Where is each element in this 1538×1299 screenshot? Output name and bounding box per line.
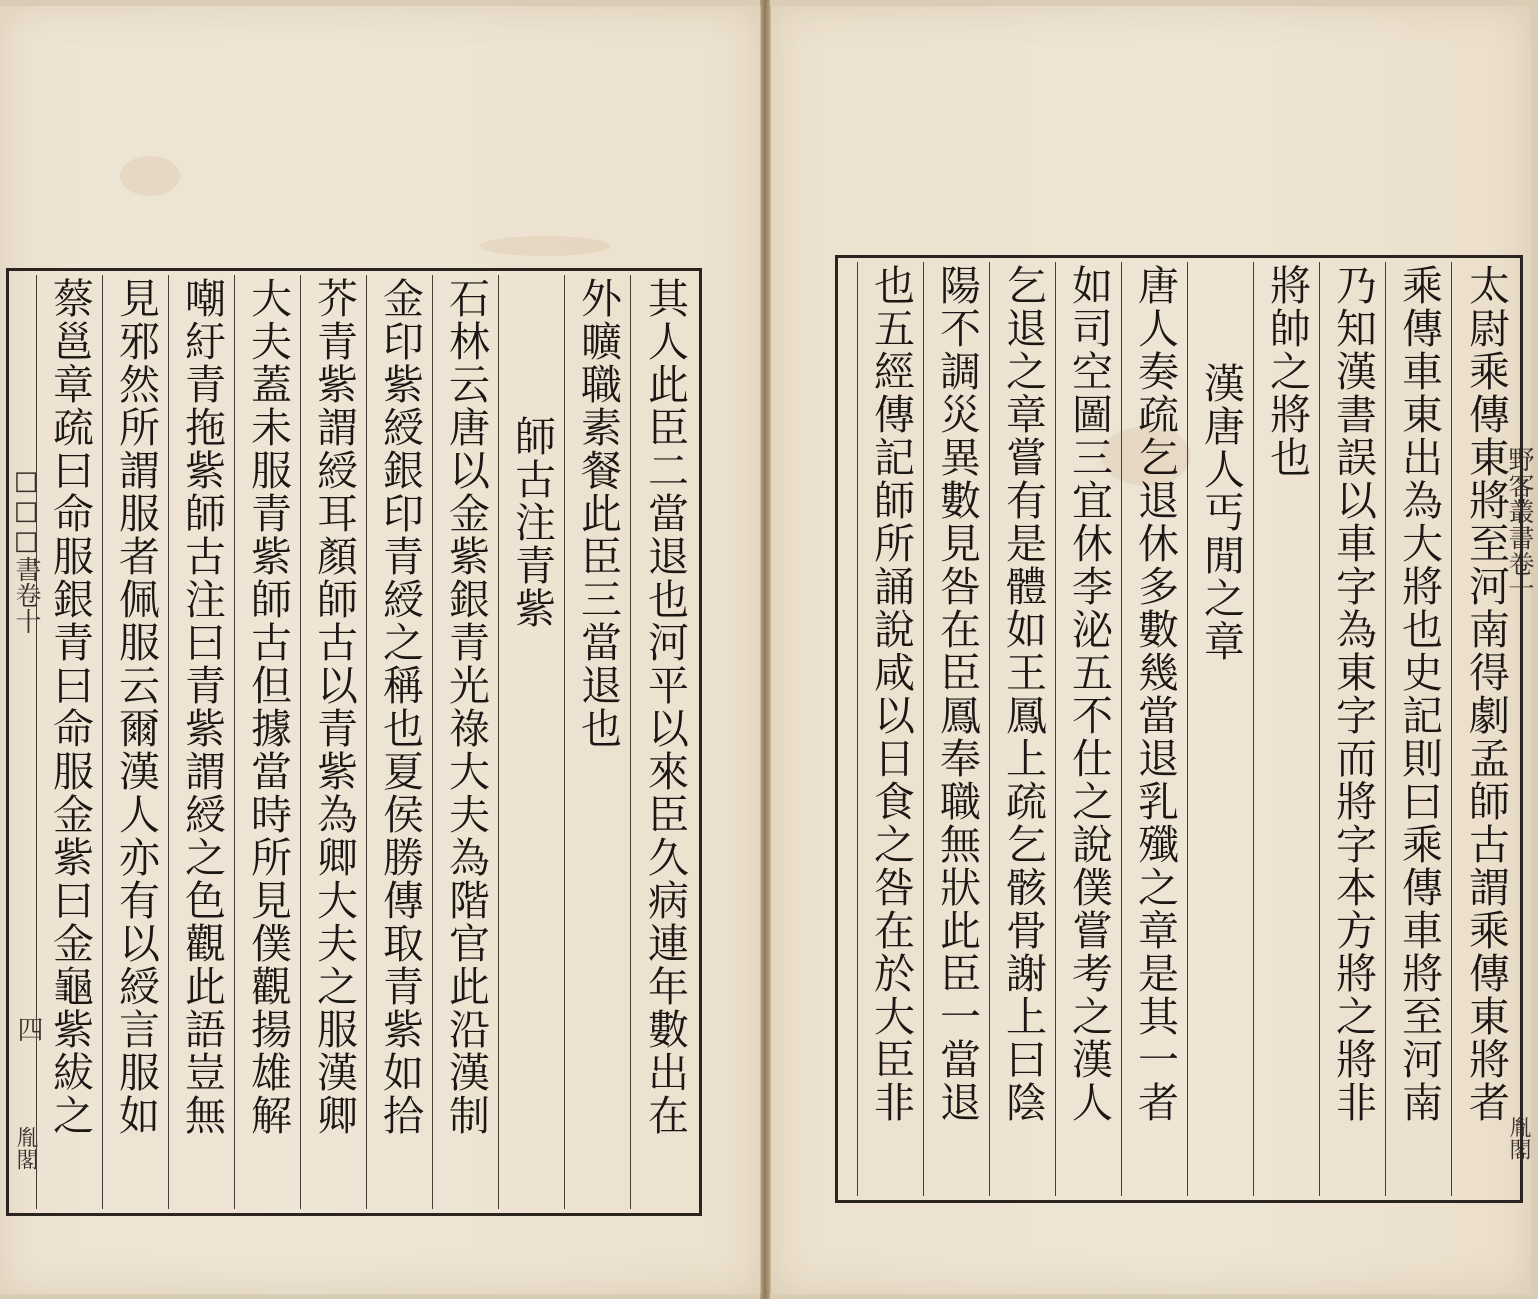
- margin-title-left: □□□書卷十: [11, 466, 41, 634]
- column: [989, 262, 1055, 1196]
- column: [366, 275, 432, 1209]
- column-text: 石林云唐以金紫銀青光祿大夫為階官此沿漢制: [442, 277, 490, 1137]
- text-frame-right: [835, 255, 1523, 1203]
- page-marker-left: 四: [13, 1016, 43, 1042]
- column: [1385, 262, 1451, 1196]
- column-text: 漢唐人丐閒之章: [1197, 362, 1245, 663]
- column: [432, 275, 498, 1209]
- margin-title-right: 野客叢書卷十: [1504, 446, 1534, 602]
- column-text: 芥青紫謂綬耳顏師古以青紫為卿大夫之服漢卿: [310, 277, 358, 1137]
- column-text: 乘傳車東出為大將也史記則曰乘傳車將至河南: [1395, 264, 1443, 1124]
- column-text: 蔡邕章疏曰命服銀青曰命服金紫曰金龜紫紱之: [46, 277, 94, 1137]
- corner-mark-left: 胤閣: [13, 1126, 38, 1170]
- column-text: 陽不調災異數見咎在臣鳳奉職無狀此臣一當退: [933, 264, 981, 1124]
- corner-mark-right: 胤閣: [1506, 1116, 1531, 1160]
- column: [1055, 262, 1121, 1196]
- column: [564, 275, 630, 1209]
- column: [36, 275, 102, 1209]
- column-text: 唐人奏疏乞退休多數幾當退乳殲之章是其一者: [1131, 264, 1179, 1124]
- column-text: 如司空圖三宜休李泌五不仕之說僕嘗考之漢人: [1065, 264, 1113, 1124]
- column: [300, 275, 366, 1209]
- column-text: 太尉乘傳東將至河南得劇孟師古謂乘傳東將者: [1462, 264, 1510, 1124]
- column: [168, 275, 234, 1209]
- column: [498, 275, 564, 1209]
- column: [1253, 262, 1319, 1196]
- column-text: 師古注青紫: [508, 415, 556, 630]
- column: [630, 275, 698, 1209]
- column: [102, 275, 168, 1209]
- column: [1187, 262, 1253, 1196]
- column-text: 嘲紆青拖紫師古注曰青紫謂綬之色觀此語豈無: [178, 277, 226, 1137]
- column-text: 將帥之將也: [1263, 264, 1311, 479]
- book-gutter: [760, 0, 770, 1299]
- column: [923, 262, 989, 1196]
- column: [234, 275, 300, 1209]
- stain: [120, 156, 180, 196]
- column: [1121, 262, 1187, 1196]
- column-text: 金印紫綬銀印青綬之稱也夏侯勝傳取青紫如拾: [376, 277, 424, 1137]
- column-text: 見邪然所謂服者佩服云爾漢人亦有以綬言服如: [112, 277, 160, 1137]
- column: [857, 262, 923, 1196]
- column: [1319, 262, 1385, 1196]
- stain: [480, 236, 610, 256]
- column-text: 也五經傳記師所誦說咸以日食之咎在於大臣非: [867, 264, 915, 1124]
- column-text: 外曠職素餐此臣三當退也: [574, 277, 622, 750]
- column-text: 乃知漢書誤以車字為東字而將字本方將之將非: [1329, 264, 1377, 1124]
- column-text: 大夫蓋未服青紫師古但據當時所見僕觀揚雄解: [244, 277, 292, 1137]
- column-text: 其人此臣二當退也河平以來臣久病連年數出在: [641, 277, 689, 1137]
- column-text: 乞退之章嘗有是體如王鳳上疏乞骸骨謝上曰陰: [999, 264, 1047, 1124]
- column: [1451, 262, 1519, 1196]
- left-page: [0, 6, 761, 1294]
- text-frame-left: [6, 268, 702, 1216]
